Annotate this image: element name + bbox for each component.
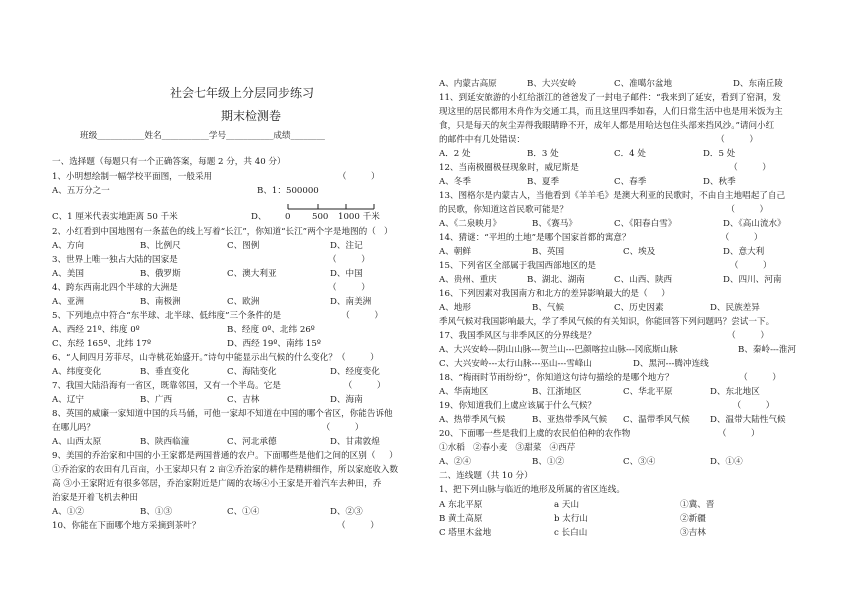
match-terrain-a: A 东北平原 [439, 500, 483, 510]
q16-option-b: B、气候 [532, 303, 565, 313]
q18-option-b: B、江浙地区 [532, 387, 582, 397]
q5-option-a: A、西经 21º、纬度 0º [52, 325, 140, 335]
monsoon-intro: 季风气候对我国影响最大，学了季风气候的有关知识，你能回答下列问题吗？尝试一下。 [439, 317, 775, 327]
q6-option-b: B、垂直变化 [140, 367, 190, 377]
section-1-heading: 一、选择题（每题只有一个正确答案，每题 2 分，共 40 分） [52, 157, 286, 167]
question-18: 18、“梅雨时节雨纷纷”，你知道这句诗句描绘的是哪个地方？ （ ） [439, 373, 781, 383]
q3-option-d: D、中国 [330, 269, 363, 279]
question-13: 13、图格尔是内蒙古人，当他看到《羊羊毛》是澳大利亚的民歌时，不由自主地唱起了自己 [439, 191, 786, 201]
q6-option-a: A、纬度变化 [52, 367, 102, 377]
q15-option-d: D、四川、河南 [723, 275, 782, 285]
q10-option-a: A、内蒙古高原 [439, 79, 497, 89]
q7-option-c: C、吉林 [227, 395, 260, 405]
q19-option-b: B、亚热带季风气候 [532, 415, 608, 425]
q20-crop-list: ①水稻 ②春小麦 ③甜菜 ④西芹 [439, 443, 576, 453]
scale-label-500: 500 [312, 212, 329, 222]
question-4: 4、跨东西南北四个半球的大洲是 （ ） [52, 283, 370, 293]
q19-option-c: C、温带季风气候 [623, 415, 690, 425]
question-13-line2: 的民歌，你知道这首民歌可能是？ （ ） [439, 205, 769, 215]
q16-option-d: D、民族差异 [710, 303, 760, 313]
match-province-1: ①冀、晋 [680, 500, 715, 510]
question-19: 19、你知道我们上虞应该属于什么气候？ （ ） [439, 401, 775, 411]
q9-option-b: B、①③ [140, 507, 173, 517]
q10-option-d: D、东南丘陵 [733, 79, 783, 89]
question-11: 11、到延安旅游的小红给浙江的爸爸发了一封电子邮件：“我来到了延安，看到了窑洞，发 [439, 93, 781, 103]
question-7: 7、我国大陆沿海有一省区，既靠邻国，又有一个半岛。它是 （ ） [52, 381, 386, 391]
q15-option-a: A、贵州、重庆 [439, 275, 497, 285]
q1-option-b: B、1：500000 [257, 186, 319, 196]
question-8: 8、英国的威廉一家知道中国的兵马俑，可他一家却不知道在中国的哪个省区，你能告诉他 [52, 409, 393, 419]
q5-option-d: D、西经 19º、南纬 15º [227, 339, 321, 349]
q10-option-c: C、准噶尔盆地 [614, 79, 673, 89]
q11-option-c: C．4 处 [614, 149, 646, 159]
q19-option-d: D、温带大陆性气候 [710, 415, 786, 425]
q2-option-b: B、比例尺 [140, 241, 181, 251]
q18-option-a: A、华南地区 [439, 387, 489, 397]
q3-option-b: B、俄罗斯 [140, 269, 181, 279]
q17-option-c: C、大兴安岭---太行山脉---巫山---雪峰山 [439, 359, 593, 369]
q9-option-d: D、②③ [330, 507, 363, 517]
q18-option-c: C、华北平原 [623, 387, 673, 397]
question-1: 1、小明想绘制一幅学校平面图，一般采用 （ ） [52, 172, 380, 182]
q8-option-b: B、陕西临潼 [140, 437, 190, 447]
scale-label-1000: 1000 千米 [338, 212, 380, 222]
question-15: 15、下列省区全部属于我国西部地区的是 （ ） [439, 261, 772, 271]
question-11-line4: 的邮件中有几处错误： （ ） [439, 135, 758, 145]
q11-option-d: D．5 处 [703, 149, 736, 159]
q14-option-c: C、埃及 [623, 247, 656, 257]
question-2: 2、小红看到中国地图有一条蓝色的线上写着“长江”，你知道“长江”两个字是地图的（ ） [52, 227, 393, 237]
exam-subtitle: 期末检测卷 [221, 109, 282, 123]
question-16: 16、下列因素对我国南方和北方的差异影响最大的是（ ） [439, 289, 670, 299]
q4-option-a: A、亚洲 [52, 297, 84, 307]
q3-option-a: A、美国 [52, 269, 84, 279]
question-3: 3、世界上唯一独占大陆的国家是 （ ） [52, 255, 370, 265]
question-9-line2: ①乔治家的农田有几百亩，小王家却只有 2 亩②乔治家的耕作是精耕细作，所以家庭收入数 [52, 465, 399, 475]
q5-option-b: B、经度 0º、北纬 26º [227, 325, 315, 335]
section-2-heading: 二、连线题（共 10 分） [439, 471, 533, 481]
q14-option-d: D、意大利 [723, 247, 765, 257]
q14-option-b: B、英国 [532, 247, 565, 257]
q7-option-d: D、海南 [330, 395, 363, 405]
match-terrain-b: B 黄土高原 [439, 514, 483, 524]
scale-label-0: 0 [285, 212, 291, 222]
q12-option-d: D、秋季 [703, 177, 736, 187]
q2-option-d: D、注记 [330, 241, 363, 251]
q6-option-d: D、经度变化 [330, 367, 380, 377]
q10-option-b: B、大兴安岭 [527, 79, 577, 89]
q20-option-b: B、①② [532, 457, 565, 467]
q7-option-b: B、广西 [140, 395, 173, 405]
q12-option-a: A、冬季 [439, 177, 471, 187]
question-5: 5、下列地点中符合“东半球、北半球、低纬度”三个条件的是 （ ） [52, 311, 383, 321]
q15-option-b: B、湖北、湖南 [527, 275, 585, 285]
question-14: 14、猜谜：“平坦的土地”是哪个国家首都的寓意？ （ ） [439, 233, 763, 243]
match-mountain-a: a 天山 [554, 500, 580, 510]
q1-option-c: C、1 厘米代表实地距离 50 千米 [52, 212, 178, 222]
q17-option-a: A、大兴安岭---阴山山脉---贺兰山---巴颜喀拉山脉---冈底斯山脉 [439, 345, 678, 355]
question-11-line2: 现这里的居民都用木舟作为交通工具，而且这里四季如春，人们日常生活中也是用米饭为主 [439, 107, 783, 117]
q19-option-a: A、热带季风气候 [439, 415, 506, 425]
q4-option-b: B、南极洲 [140, 297, 181, 307]
student-info-line: 班级___________姓名___________学号___________成绩________ [80, 131, 325, 141]
match-terrain-c: C 塔里木盆地 [439, 528, 492, 538]
q11-option-b: B．3 处 [527, 149, 559, 159]
question-9: 9、美国的乔治家和中国的小王家都是两国普通的农户。下面哪些是他们之间的区别（ ） [52, 451, 398, 461]
q14-option-a: A、朝鲜 [439, 247, 471, 257]
q2-option-a: A、方向 [52, 241, 84, 251]
q1-option-d: D、 [251, 212, 267, 222]
q5-option-c: C、东经 165º、北纬 17º [52, 339, 152, 349]
q20-option-d: D、①④ [710, 457, 743, 467]
q8-option-d: D、甘肃敦煌 [330, 437, 380, 447]
q16-option-c: C、历史因素 [614, 303, 664, 313]
q17-option-d: D、黑河---腾冲连线 [633, 359, 709, 369]
question-12: 12、当南极圈极昼现象时，威尼斯是 （ ） [439, 163, 771, 173]
q13-option-b: B、《赛马》 [532, 219, 577, 229]
question-6: 6、“人间四月芳菲尽，山寺桃花始盛开。”诗句中能显示出气候的什么变化？（ ） [52, 353, 379, 363]
question-20: 20、下面哪一些是我们上虞的农民伯伯种的农作物 （ ） [439, 429, 760, 439]
q9-option-a: A、①② [52, 507, 84, 517]
question-11-line3: 食，只是每天的灰尘弄得我眼睛睁不开，成年人都是用哈达包住头部来挡风沙。”请问小红 [439, 121, 775, 131]
q16-option-a: A、地形 [439, 303, 471, 313]
q8-option-a: A、山西太原 [52, 437, 102, 447]
q3-option-c: C、澳大利亚 [227, 269, 277, 279]
q1-option-a: A、五万分之一 [52, 186, 110, 196]
question-17: 17、我国季风区与非季风区的分界线是？ （ ） [439, 331, 769, 341]
match-province-3: ③吉林 [680, 528, 706, 538]
q4-option-c: C、欧洲 [227, 297, 260, 307]
match-mountain-c: c 长白山 [554, 528, 588, 538]
q6-option-c: C、海陆变化 [227, 367, 277, 377]
q8-option-c: C、河北承德 [227, 437, 277, 447]
match-mountain-b: b 太行山 [554, 514, 589, 524]
q2-option-c: C、图例 [227, 241, 260, 251]
question-9-line4: 治家是开着飞机去种田 [52, 493, 138, 503]
q13-option-c: C、《阳春白雪》 [614, 219, 677, 229]
q13-option-a: A、《二泉映月》 [439, 219, 502, 229]
q9-option-c: C、①④ [227, 507, 260, 517]
q17-option-b: B、秦岭---淮河 [738, 345, 796, 355]
q20-option-c: C、③④ [623, 457, 656, 467]
question-9-line3: 高 ③小王家附近有很多邻居，乔治家附近是广阔的农场④小王家是开着汽车去种田，乔 [52, 479, 382, 489]
paper-title: 社会七年级上分层同步练习 [170, 86, 315, 100]
question-8-cont: 在哪儿吗？ （ ） [52, 423, 364, 433]
match-province-2: ②新疆 [680, 514, 706, 524]
q20-option-a: A、②④ [439, 457, 471, 467]
q11-option-a: A．2 处 [439, 149, 471, 159]
q18-option-d: D、东北地区 [710, 387, 760, 397]
matching-instructions: 1、把下列山脉与临近的地形及所属的省区连线。 [439, 485, 625, 495]
q12-option-b: B、夏季 [527, 177, 560, 187]
q15-option-c: C、山西、陕西 [614, 275, 673, 285]
q13-option-d: D、《高山流水》 [723, 219, 786, 229]
question-10: 10、你能在下面哪个地方采摘到茶叶？ （ ） [52, 521, 379, 531]
q7-option-a: A、辽宁 [52, 395, 84, 405]
q4-option-d: D、南美洲 [330, 297, 372, 307]
q12-option-c: C、春季 [614, 177, 647, 187]
